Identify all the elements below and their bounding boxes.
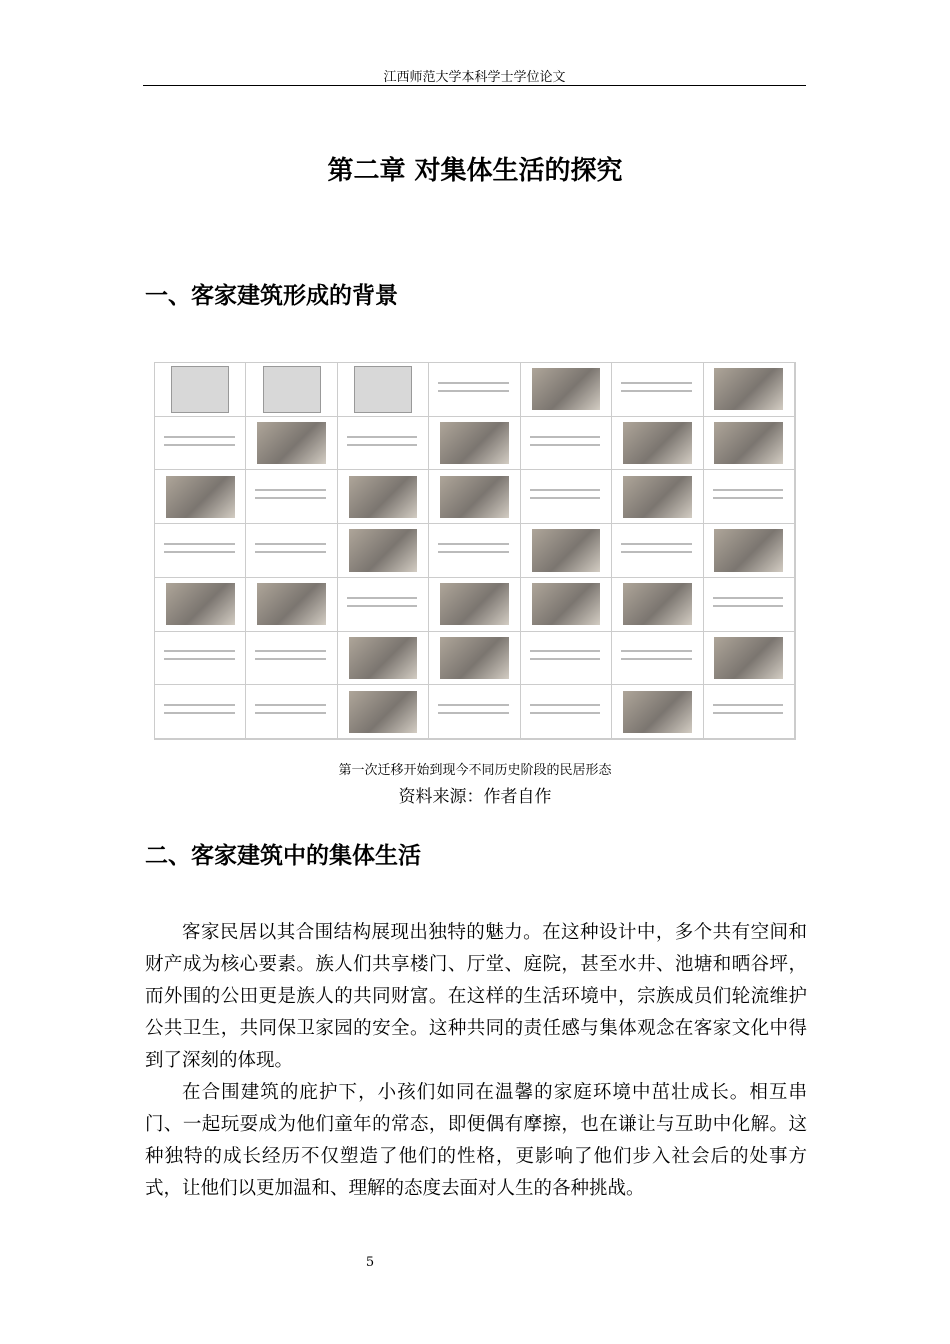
figure-text-cell	[521, 470, 612, 524]
figure-source: 资料来源：作者自作	[398, 787, 552, 807]
figure-photo-cell	[155, 363, 246, 417]
figure-text-cell	[521, 685, 612, 739]
figure-text-cell	[246, 632, 337, 686]
figure-text-cell	[429, 524, 520, 578]
figure-photo-cell	[246, 417, 337, 471]
figure-photo-cell	[521, 524, 612, 578]
figure-text-cell	[155, 685, 246, 739]
figure-text-cell	[155, 524, 246, 578]
figure-text-cell	[338, 417, 429, 471]
figure-text-cell	[704, 578, 795, 632]
figure-photo-cell	[429, 470, 520, 524]
figure-photo-cell	[155, 470, 246, 524]
figure-text-cell	[612, 363, 703, 417]
running-header: 江西师范大学本科学士学位论文	[383, 70, 566, 85]
figure-photo-cell	[429, 417, 520, 471]
paragraph: 在合围建筑的庇护下，小孩们如同在温馨的家庭环境中茁壮成长。相互串门、一起玩耍成为他们童年的常态，即便偶有摩擦，也在谦让与互助中化解。这种独特的成长经历不仅塑造了他们的性格，更影响了他们步入社会后的处事方式，让他们以更加温和、理解的态度去面对人生的各种挑战。	[145, 1082, 807, 1199]
figure-photo-cell	[704, 632, 795, 686]
paragraph: 客家民居以其合围结构展现出独特的魅力。在这种设计中，多个共有空间和财产成为核心要素。族人们共享楼门、厅堂、庭院，甚至水井、池塘和晒谷坪，而外围的公田更是族人的共同财富。在这样的生活环境中，宗族成员们轮流维护公共卫生，共同保卫家园的安全。这种共同的责任感与集体观念在客家文化中得到了深刻的体现。	[145, 922, 807, 1071]
figure-text-cell	[704, 685, 795, 739]
figure-photo-cell	[429, 578, 520, 632]
figure-photo-cell	[612, 578, 703, 632]
section-heading-2: 二、客家建筑中的集体生活	[145, 843, 421, 869]
figure-image-grid	[154, 362, 796, 740]
figure-text-cell	[521, 417, 612, 471]
figure-text-cell	[246, 685, 337, 739]
section-heading-1: 一、客家建筑形成的背景	[145, 283, 398, 309]
figure-text-cell	[612, 524, 703, 578]
figure-photo-cell	[612, 685, 703, 739]
figure-text-cell	[338, 578, 429, 632]
figure-photo-cell	[521, 578, 612, 632]
figure-photo-cell	[704, 363, 795, 417]
chapter-title: 第二章 对集体生活的探究	[327, 156, 623, 186]
figure-photo-cell	[521, 363, 612, 417]
figure-text-cell	[155, 417, 246, 471]
figure-photo-cell	[246, 363, 337, 417]
figure-caption: 第一次迁移开始到现今不同历史阶段的民居形态	[338, 763, 612, 778]
page-number: 5	[365, 1255, 375, 1270]
header-divider	[143, 85, 806, 86]
figure-text-cell	[246, 470, 337, 524]
figure-text-cell	[429, 685, 520, 739]
figure-photo-cell	[704, 417, 795, 471]
figure-photo-cell	[246, 578, 337, 632]
figure-photo-cell	[704, 524, 795, 578]
figure-photo-cell	[338, 470, 429, 524]
figure-photo-cell	[338, 685, 429, 739]
figure-photo-cell	[155, 578, 246, 632]
figure-photo-cell	[429, 632, 520, 686]
figure-text-cell	[429, 363, 520, 417]
figure-text-cell	[155, 632, 246, 686]
figure-photo-cell	[338, 632, 429, 686]
figure-photo-cell	[612, 417, 703, 471]
figure-text-cell	[521, 632, 612, 686]
body-text	[145, 917, 807, 1205]
figure-text-cell	[704, 470, 795, 524]
figure-photo-cell	[612, 470, 703, 524]
figure-text-cell	[246, 524, 337, 578]
figure-photo-cell	[338, 363, 429, 417]
figure-photo-cell	[338, 524, 429, 578]
figure-text-cell	[612, 632, 703, 686]
